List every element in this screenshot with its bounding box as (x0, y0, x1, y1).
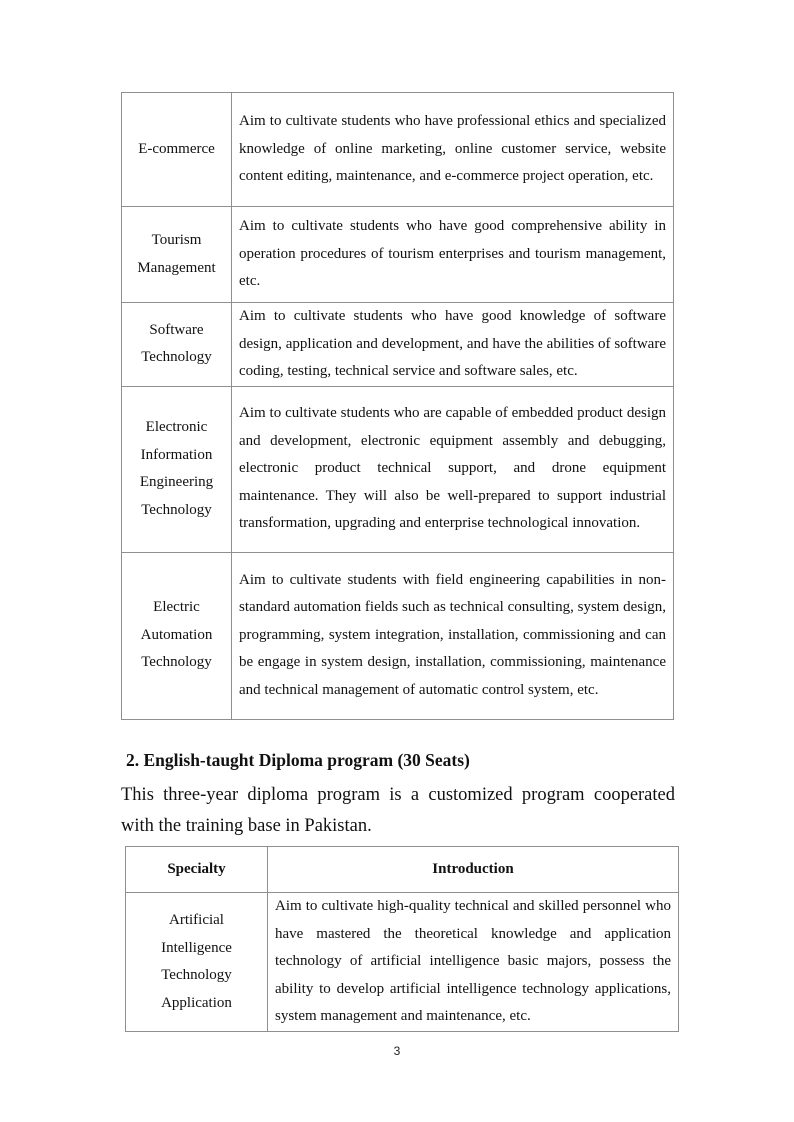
table-row (126, 893, 679, 1032)
introduction-cell: Aim to cultivate students who are capable of embedded product design and development, electronic equipment assembly and debugging, electronic product technical support, and drone equipment maintenance. They will also be well-prepared to support industrial transformation, upgrading and enterprise technological innovation. (232, 386, 674, 552)
table-row (122, 93, 674, 207)
specialty-cell: Artificial Intelligence Technology Application (126, 893, 268, 1032)
column-header-introduction: Introduction (268, 847, 679, 893)
table-row (122, 386, 674, 552)
section-heading: 2. English-taught Diploma program (30 Seats) (126, 750, 470, 770)
introduction-cell: Aim to cultivate high-quality technical and skilled personnel who have mastered the theoretical knowledge and application technology of artificial intelligence basic majors, possess the ability to develop artificial intelligence technology applications, system management and maintenance, etc. (268, 893, 679, 1032)
table-row (122, 303, 674, 387)
specialty-cell: Electric Automation Technology (122, 552, 232, 719)
specialty-cell: Tourism Management (122, 207, 232, 303)
specialty-table-1 (121, 92, 674, 720)
introduction-cell: Aim to cultivate students with field engineering capabilities in non-standard automation fields such as technical consulting, system design, programming, system integration, installation, commissioning and can be engage in system design, installation, commissioning, maintenance and technical management of automatic control system, etc. (232, 552, 674, 719)
introduction-cell: Aim to cultivate students who have good comprehensive ability in operation procedures of tourism enterprises and tourism management, etc. (232, 207, 674, 303)
section-paragraph: This three-year diploma program is a customized program cooperated with the training base in Pakistan. (121, 785, 675, 836)
table-row (122, 207, 674, 303)
specialty-cell: Software Technology (122, 303, 232, 387)
specialty-cell: Electronic Information Engineering Technology (122, 386, 232, 552)
table-row (122, 552, 674, 719)
specialty-table-2 (125, 846, 679, 1032)
page-number: 3 (393, 1044, 401, 1058)
introduction-cell: Aim to cultivate students who have good knowledge of software design, application and development, and have the abilities of software coding, testing, technical service and software sales, etc. (232, 303, 674, 387)
introduction-cell: Aim to cultivate students who have professional ethics and specialized knowledge of online marketing, online customer service, website content editing, maintenance, and e-commerce project operation, etc. (232, 93, 674, 207)
table-header-row (126, 847, 679, 893)
specialty-cell: E-commerce (122, 93, 232, 207)
column-header-specialty: Specialty (126, 847, 268, 893)
